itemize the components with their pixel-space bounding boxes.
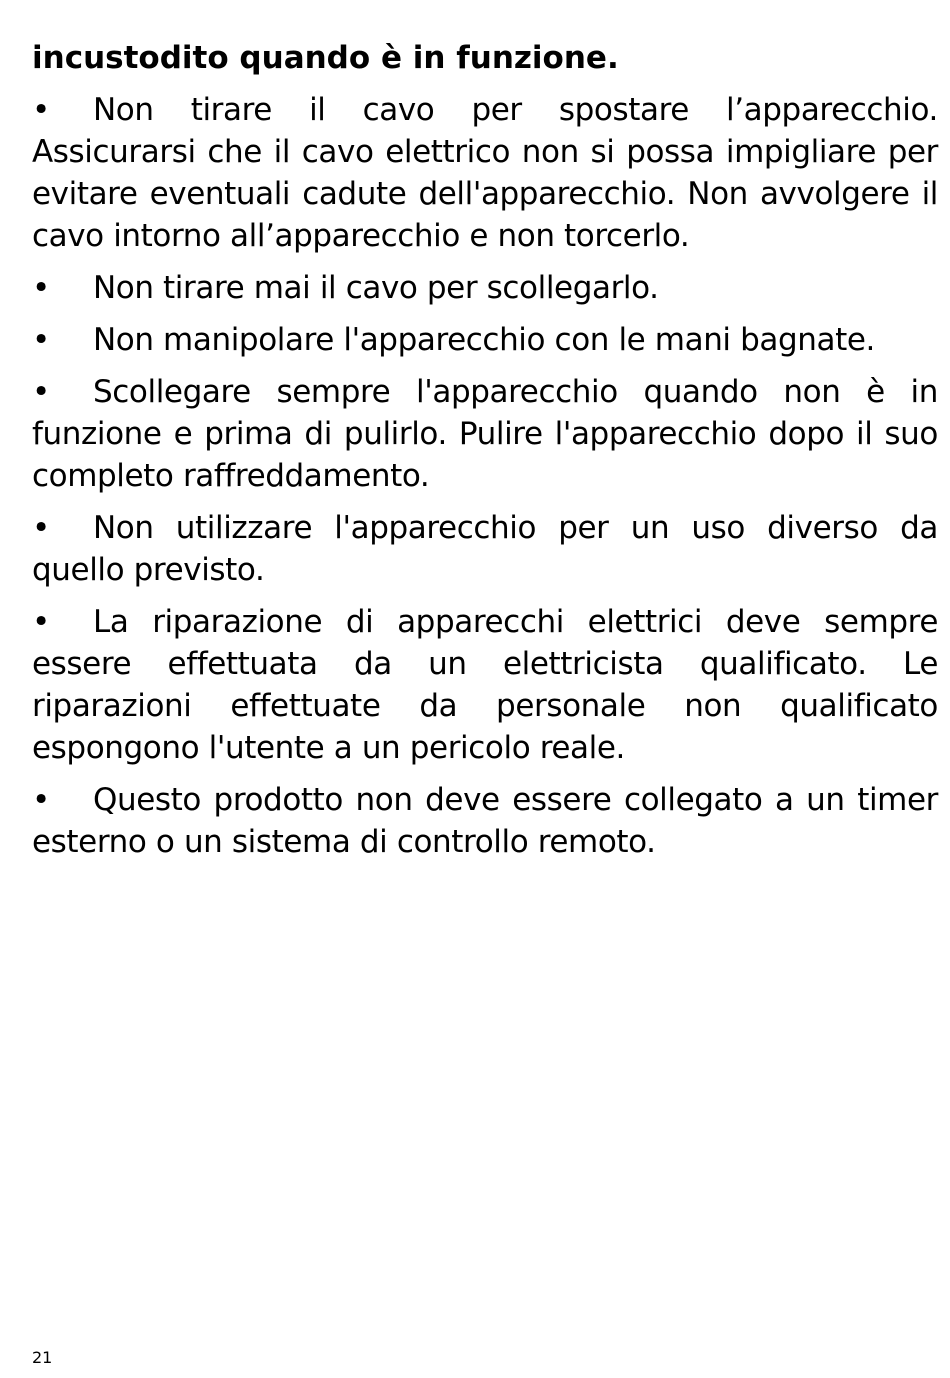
list-item (32, 371, 938, 497)
list-item-text: Non manipolare l'apparecchio con le mani bagnate. (93, 322, 875, 358)
bullet-icon: • (32, 92, 50, 128)
continuation-line: incustodito quando è in funzione. (32, 40, 619, 76)
bullet-icon: • (32, 270, 50, 306)
list-item (32, 601, 938, 769)
list-item (32, 507, 938, 591)
bullet-icon: • (32, 604, 50, 640)
bullet-icon: • (32, 322, 50, 358)
list-item (32, 319, 938, 361)
list-item-text: Scollegare sempre l'apparecchio quando non è in funzione e prima di pulirlo. Pulire l'apparecchio dopo il suo completo raffreddamento. (32, 374, 938, 494)
list-item-text: Non tirare mai il cavo per scollegarlo. (93, 270, 659, 306)
list-item-text: Non tirare il cavo per spostare l’apparecchio. Assicurarsi che il cavo elettrico non si possa impigliare per evitare eventuali cadute dell'apparecchio. Non avvolgere il cavo intorno all’apparecchio e non torcerlo. (32, 92, 938, 254)
list-item-text: La riparazione di apparecchi elettrici deve sempre essere effettuata da un elettricista qualificato. Le riparazioni effettuate da personale non qualificato espongono l'utente a un pericolo reale. (32, 604, 938, 766)
bullet-icon: • (32, 510, 50, 546)
document-page (32, 37, 938, 873)
list-item (32, 267, 938, 309)
list-item (32, 779, 938, 863)
list-item (32, 89, 938, 257)
list-item-text: Questo prodotto non deve essere collegato a un timer esterno o un sistema di controllo remoto. (32, 782, 938, 860)
page-number: 21 (32, 1348, 53, 1367)
bullet-icon: • (32, 374, 50, 410)
list-item-text: Non utilizzare l'apparecchio per un uso diverso da quello previsto. (32, 510, 938, 588)
bullet-icon: • (32, 782, 50, 818)
